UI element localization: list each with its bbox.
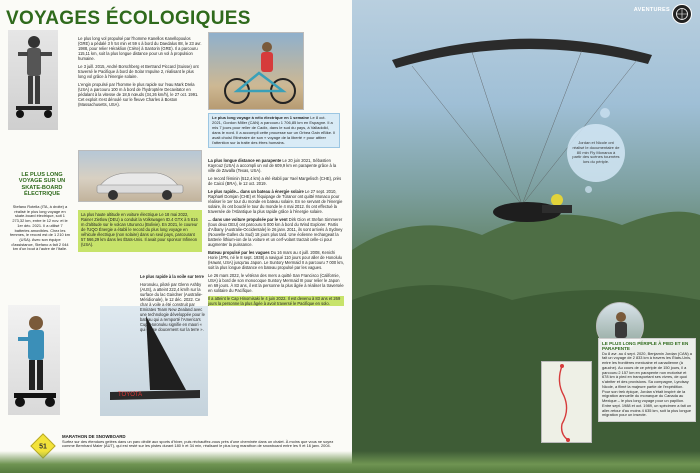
- col2-head-5: Bateau propulsé par les vagues: [208, 250, 270, 255]
- route-map-graphic: [542, 362, 593, 444]
- land-sail-label: Le plus rapide à la voile sur terre: [140, 274, 204, 279]
- col1-paragraph-1: Le plus long vol propulsé par l'homme Kanellos Kanellopoulos (GRE) a pédalé 3 h 54 min et 59 s à bord du Daedalus 88, le 23 avr. 1988, pour relier Héraklion (Crète) à Santorin (GRE). Il a parcouru 115,11 km, soit la plus longue distance pour un vol à propulsion humaine.: [78, 36, 202, 61]
- ebike-caption-title: Le plus long voyage à vélo électrique en 1 semaine: [212, 115, 310, 120]
- col2-paragraph-1: Le 20 juin 2021, Sébastien Kayrouz (USA) a accompli un vol de 609,9 km en parapente grâce à la ville de Zavalla (Texas, USA).: [208, 158, 337, 173]
- col2-paragraph-5: Du 16 mars au 4 juill. 2008, Kenichi Horie (JPN, né le 8 sept. 1938) a navigué 110 jours pour aller de Honolulu (Hawaï, USA) jusqu'au Japon. Le Suntory Mermaid II a parcouru 7 000 km, soit la plus longue distance en bateau propulsé par les vagues.: [208, 250, 344, 270]
- side-record-text: Stefano Rotella (ITA, à droite) a réalisé le plus long voyage en skate-board électrique, soit 1 273,32 km, entre le 12 nov. et le 1er déc. 2021. Il a utilisé 7 batteries amovibles. Chez les femmes, le record est de 1 210 km (USA). Avec son équipe d'assistance, Stefano a fait 2 044 km d'un bout à l'autre de l'Italie.: [10, 204, 70, 252]
- walk-paraglide-text: Du 8 avr. au 4 sept. 2020, Benjamin Jordan (CAN) a fait un voyage de 2 833 km à travers les États-Unis, entre les frontières mexicaine et canadienne (à gauche). Au cours de ce périple de 150 jours, il a parcouru 2 157 km en parapente non motorisé et 678 km à pied en transportant ses vivres, de quoi s'abriter et des provisions. Sa compagne, Lyndsay Nicole, a filmé la majeure partie de l'expédition. Pour son trek épique, Jordan s'était inspiré de la migration annuelle du monarque du Canada au Mexique – le plus long voyage pour un papillon. Entre sept. 1988 et oct. 1989, un spécimen a fait un aller-retour d'au moins 4 635 km, soit la plus longue migration pour un insecte.: [602, 350, 692, 418]
- woman-skateboarder-illustration: [8, 305, 60, 415]
- ebike-photo: [208, 32, 304, 110]
- skateboard-rider-photo: [8, 30, 58, 130]
- gwr-logo: [672, 4, 692, 24]
- electric-car-photo: [78, 150, 202, 202]
- car-illustration: [79, 151, 202, 202]
- section-tag: AVENTURES: [633, 7, 670, 13]
- ebike-caption-text: Le 8 oct. 2021, Gordon Miller (CAN) a parcouru 1 706,85 km en Espagne. Il a mis 7 jours pour relier de Cadix, dans le sud du pays, à Valladolid, dans le nord. Il a accompli cette prouesse sur un Orbea Gain eBike. Il avait choisi l'itinéraire de son « voyage de la liberté » pour attirer l'attention sur la traite des êtres humains.: [212, 115, 336, 145]
- side-record-label: LE PLUS LONG VOYAGE SUR UN SKATE-BOARD ÉLECTRIQUE: [18, 172, 66, 198]
- col2-head-3: Le plus rapide... dans un bateau à énergie solaire: [208, 189, 304, 194]
- land-sail-text: Horonuku, piloté par Glenn Ashby (AUS), a atteint 222,4 km/h sur la surface du lac Gairdner (Australie-Méridionale), le 12 déc. 2022. Ce char à voile a été construit par Emirates Team New Zealand avec une technologie développée pour le bateau qui a remporté l'America's Cup. Horonuku signifie en maori « qui glisse doucement sur la terre ».: [140, 282, 205, 332]
- col2-paragraph-6: Le 26 mars 2022, le vétéran des mers a quitté San Francisco (Californie, USA) à bord de son monocoque Suntory Mermaid III pour relier le Japon en 69 jours. À 83 ans, il est la personne la plus âgée à réaliser la traversée en solitaire du Pacifique.: [208, 273, 344, 293]
- woman-skateboard-photo: [8, 305, 60, 415]
- paraglider-wing: [392, 39, 652, 68]
- col2-paragraph-2: Le record féminin (512,4 km) a été établi par Yael Margelisch (CHE), près de Caicó (BRA), le 12 oct. 2019.: [208, 176, 342, 186]
- column-2: [208, 158, 344, 309]
- gwr-globe-icon: [675, 7, 689, 21]
- col2-paragraph-4: Dirk Gion et Stefan Simmerer (tous deux DEU) ont parcouru 5 000 km à bord du Wind Explorer. Partis d'Albany (Australie-Occidentale) le 26 janv. 2011, ils sont arrivés à Sydney (Nouvelle-Galles du Sud) 18 jours plus tard. Une éolienne rechargeait la batterie lithium-ion de la voiture et un cerf-volant tractait celle-ci pour augmenter la puissance.: [208, 217, 343, 247]
- marathon-box: [62, 435, 347, 449]
- page-title: VOYAGES ÉCOLOGIQUES: [6, 8, 251, 29]
- marathon-heading: MARATHON DE SNOWBOARD: [62, 434, 126, 439]
- col2-head-4: ... dans une voiture propulsée par le vent: [208, 217, 288, 222]
- marathon-text: Surfez sur des étendues gelées dans un parc dédié aux sports d'hiver, puis réchauffez-vous près d'une cheminée dans un chalet. À moins que vous ne soyez comme Bernhard Maier (AUT), qui est resté sur les pistes durant 180 h et 34 min, réalisant le plus long marathon de snowboard entre les 9 et 16 janv. 2004.: [62, 438, 334, 449]
- walk-paraglide-heading: LE PLUS LONG PÉRIPLE À PIED ET EN PARAPENTE: [602, 341, 689, 351]
- col2-head-1: La plus longue distance en parapente: [208, 158, 282, 163]
- decor-bubble: [600, 108, 610, 118]
- decor-bubble: [585, 186, 592, 193]
- ebike-caption: [208, 113, 340, 148]
- footer-landscape-band: [0, 451, 700, 473]
- col2-paragraph-3: Le 27 sept. 2010, Raphaël Domjan (CHE) et l'équipage de Tûranor ont quitté Monaco pour réaliser le 1er tour du monde en bateau solaire. En se servant de l'énergie solaire, ils ont bouclé le tour du monde le 4 mai 2012. Ils ont effectué la traversée de l'Atlantique la plus rapide grâce à l'énergie solaire.: [208, 189, 343, 214]
- page-number: 51: [39, 443, 47, 451]
- ebike-rider-illustration: [209, 33, 304, 110]
- svg-text:TOYOTA: TOYOTA: [118, 392, 143, 398]
- walk-paraglide-record: [598, 338, 696, 422]
- documentary-bubble: Jordan et Nicole ont réalisé le documentaire de 80 min Fly Monarca à partir des scènes tournées lors du périple.: [567, 124, 625, 182]
- route-map: [541, 361, 592, 443]
- electric-car-caption-text: La plus haute altitude en voiture électrique Le 18 mai 2022, Rainer Zietlow (DEU) a conduit la Volkswagen ID.4 GTX à 5 816 m d'altitude sur le volcan Uturuncu (Bolivie). En 2021, le coureur de l'UQO Énergie a établi le record du plus long voyage en véhicule électrique (non solaire) dans un seul pays, parcourant 57 566,29 km dans les États-Unis. Il avait pour sponsor Infineon (USA).: [81, 212, 198, 247]
- electric-car-caption: [78, 210, 202, 252]
- column-1: [78, 36, 202, 110]
- col1-paragraph-2: Le 3 juill. 2015, André Borschberg et Bertrand Piccard (Suisse) ont traversé le Pacifique à bord de Solar Impulse 2, réalisant le plus long vol grâce à l'énergie solaire.: [78, 64, 199, 79]
- skateboarder-illustration: [8, 30, 58, 130]
- col2-paragraph-7: Il a atteint le Cap Hinomisaki le 4 juin 2022. Il est devenu à 83 ans et 269 jours la personne la plus âgée à avoir traversé le Pacifique en solo.: [208, 296, 344, 306]
- land-sail-caption: [140, 274, 206, 335]
- col1-paragraph-3: L'engin propulsé par l'homme le plus rapide sur l'eau Mark Drela (USA) a parcouru 100 m à bord de l'hydroptère Decavitator en pédalant à la vitesse de 18,5 nœuds (34,26 km/h), le 27 oct. 1991. Cet exploit s'est déroulé sur le fleuve Charles à Boston (Massachusetts, USA).: [78, 82, 199, 107]
